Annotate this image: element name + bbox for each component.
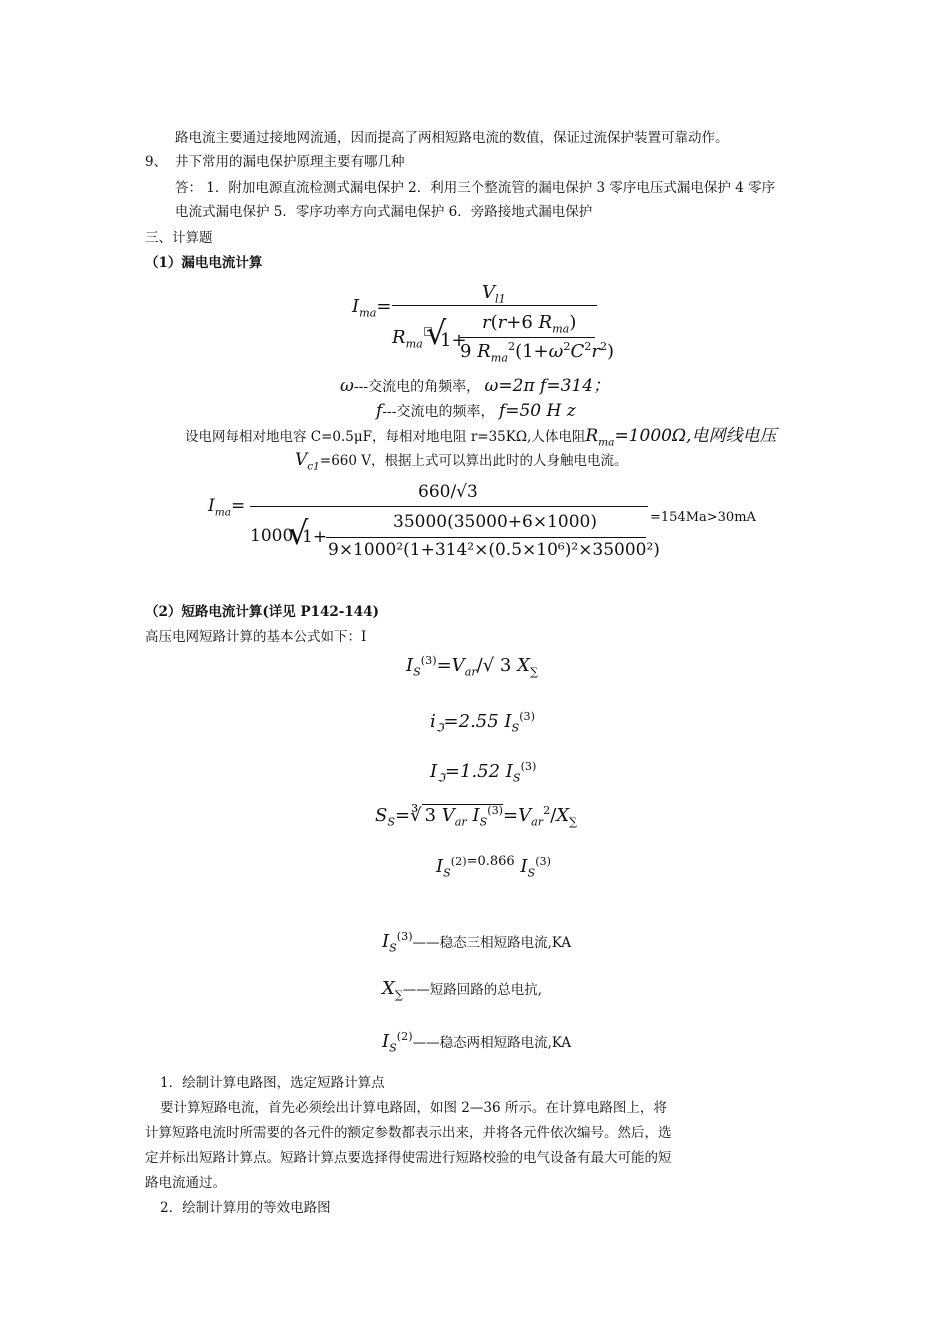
parameters-line: 设电网每相对地电容 C=0.5μF，每相对地电阻 r=35KΩ,人体电阻$R_{ma}=1000\Omega$,电网线电压 [185,426,777,449]
formula-ish: $i_ℑ=2.55$ $I_S^{(3)}$ [430,710,536,735]
question-text: 井下常用的漏电保护原理主要有哪几种 [175,154,405,170]
question-number: 9、 [145,154,168,170]
step-1-paragraph-line-4: 路电流通过。 [145,1175,226,1191]
answer-line-2: 电流式漏电保护 5．零序功率方向式漏电保护 6．旁路接地式漏电保护 [175,204,593,220]
answer-line-1: 答： 1．附加电源直流检测式漏电保护 2．利用三个整流管的漏电保护 3 零序电压式漏电保护 4 零序 [175,180,776,196]
definition-xsum: $X_\sum——$短路回路的总电抗, [382,978,543,1002]
omega-definition: ω---交流电的角频率， ω=2π f=314； [340,376,611,396]
definition-is3: $I_S^{(3)}——$稳态三相短路电流,KA [382,930,572,955]
frequency-definition: f---交流电的频率， f=50 H z [376,401,576,421]
step-1-paragraph-line-1: 要计算短路电流，首先必须绘出计算电路固，如图 2—36 所示。在计算电路图上，将 [160,1100,667,1116]
formula-ss: $S_S=∛$ 3 $V_{ar}$ $I_S^{(3)}=V_{ar}^2/X_\sum$ [375,804,578,829]
formula-is2: $I_S^{(2)=0.866}$ $I_S^{(3)}$ [436,854,552,880]
leakage-result: =154Ma>30mA [650,510,756,525]
basic-formula-intro: 高压电网短路计算的基本公式如下：I [145,629,367,645]
section-heading: 三、计算题 [145,230,213,246]
step-1-paragraph-line-3: 定并标出短路计算点。短路计算点要选择得使需进行短路校验的电气设备有最大可能的短 [145,1150,672,1166]
formula-Ish: $I_ℑ=1.52$ $I_S^{(3)}$ [430,760,537,785]
step-1-title: 1．绘制计算电路图，选定短路计算点 [160,1075,385,1091]
step-2-title: 2．绘制计算用的等效电路图 [160,1200,331,1216]
step-1-paragraph-line-2: 计算短路电流时所需要的各元件的额定参数都表示出来，并将各元件依次编号。然后，选 [145,1125,672,1141]
document-page: 路电流主要通过接地网流通，因而提高了两相短路电流的数值，保证过流保护装置可靠动作。 9、 井下常用的漏电保护原理主要有哪几种 答： 1．附加电源直流检测式漏电保护 2．利用三个整流管的漏电保护 3 零序电压式漏电保护 4 零序 电流式漏电保护 5．零序功率方向式漏电保护 6．旁路接地式漏电保护 三、计算题 （1）漏电电流计算 $I_{ma}=$ $V_{l1}$ $R_{ma}$ √ 1+ r(r+6 $R_{ma}$) 9 $R_{ma}^2(1+\omega^2C^2r^2)$ ω---交流电的角频率， ω=2π f=314； f---交流电的频率， f=50 H z 设电网每相对地电容 C=0.5μF，每相对地电阻 r=35KΩ,人体电阻$R_{ma}=1000\Omega$,电网线电压 $V_{c1}=660$ V，根据上式可以算出此时的人身触电电流。 $I_{ma}=$ 660/√3 1000 √ 1+ 35000(35000+6×1000) 9×1000²(1+314²×(0.5×10⁶)²×35000²) =154Ma>30mA （2）短路电流计算(详见 P142-144) 高压电网短路计算的基本公式如下：I $I_S^{(3)}=V_{ar}/√$ 3 $X_\sum$ $i_ℑ=2.55$ $I_S^{(3)}$ $I_ℑ=1.52$ $I_S^{(3)}$ $S_S=∛$ 3 $V_{ar}$ $I_S^{(3)}=V_{ar}^2/X_\sum$ $I_S^{(2)=0.866}$ $I_S^{(3)}$ $I_S^{(3)}——$稳态三相短路电流,KA $X_\sum——$短路回路的总电抗, $I_S^{(2)}——$稳态两相短路电流,KA 1．绘制计算电路图，选定短路计算点 要计算短路电流，首先必须绘出计算电路固，如图 2—36 所示。在计算电路图上，将 计算短路电流时所需要的各元件的额定参数都表示出来，并将各元件依次编号。然后，选 定并标出短路计算点。短路计算点要选择得使需进行短路校验的电气设备有最大可能的短 路电流通过。 2．绘制计算用的等效电路图 [145,130,777,1216]
definition-is2: $I_S^{(2)}——$稳态两相短路电流,KA [382,1030,572,1055]
subsection-leakage-title: （1）漏电电流计算 [145,255,263,271]
voltage-line: $V_{c1}=660$ V，根据上式可以算出此时的人身触电电流。 [295,450,628,473]
formula-is3: $I_S^{(3)}=V_{ar}/√$ 3 $X_\sum$ [406,654,538,679]
subsection-short-circuit-title: （2）短路电流计算(详见 P142-144) [145,604,379,620]
intro-line: 路电流主要通过接地网流通，因而提高了两相短路电流的数值，保证过流保护装置可靠动作。 [175,130,729,146]
